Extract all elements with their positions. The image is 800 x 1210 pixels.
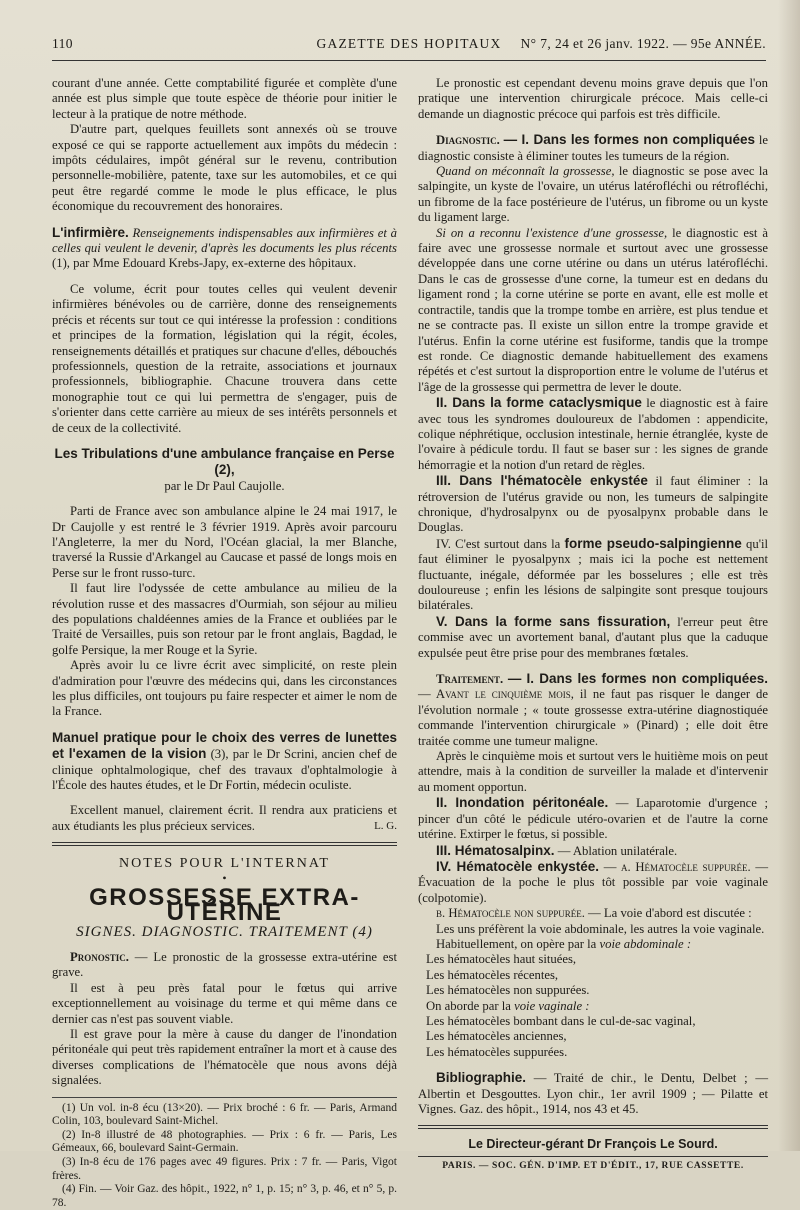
paragraph: Le pronostic est cependant devenu moins grave depuis que l'on pratique une intervention chirurgicale précoce. Mais celle-ci demande un diagnostic précoce qui parfois est très difficile. <box>418 76 768 121</box>
review-subtitle: Renseignements indispensables aux infirmières et à celles qui veulent le devenir, d'après les documents les plus récents <box>52 225 397 256</box>
paragraph: Pronostic. — Le pronostic de la grossesse extra-utérine est grave. <box>52 949 398 980</box>
left-column <box>52 76 397 1210</box>
list-item: Les hématocèles bombant dans le cul-de-sac vaginal, <box>426 1013 696 1028</box>
paragraph: Il est grave pour la mère à cause du danger de l'inondation péritonéale qui peut très rapidement entraîner la mort et à cause des diverses complications de l'hématocèle que nous avons déjà signalées. <box>52 1026 397 1088</box>
section-divider <box>52 842 397 846</box>
review-title: L'infirmière. <box>52 224 129 240</box>
paragraph: Ce volume, écrit pour toutes celles qui veulent devenir infirmières bénévoles ou de carrière, donne des renseignements précis et récents sur tout ce qui intéresse la profession : conditions et principes de la formation, législation qui la régit, écoles, renseignements détaillés et pratiques sur chacune d'elles, débouchés professionnels, question de la retraite, associations et journaux professionnels, bibliographie. Chacune trouvera dans cette monographie tout ce qui lui permettra de s'engager, puis de s'orienter dans cette carrière au mieux de ses intérêts personnels et de ceux de la collectivité. <box>52 281 397 435</box>
paragraph: Il est à peu près fatal pour le fœtus qui arrive exceptionnellement au voisinage du terme et qui même dans ce dernier cas n'est pas souvent viable. <box>52 980 397 1026</box>
journal-title: GAZETTE DES HOPITAUX <box>316 36 502 51</box>
paragraph: III. Dans l'hématocèle enkystée il faut éliminer : la rétroversion de l'utérus gravide ou non, les tumeurs de salpingite chronique, d'hydrosalpynx ou de pyosalpynx probable dans le Douglas. <box>418 473 768 535</box>
review-infirmiere <box>52 225 397 272</box>
review-author: (1), par Mme Edouard Krebs-Japy, ex-externe des hôpitaux. <box>52 256 357 271</box>
paragraph: III. Hématosalpinx. — Ablation unilatérale. <box>436 842 678 858</box>
section-heading: NOTES POUR L'INTERNAT <box>119 856 330 872</box>
footnotes <box>52 1097 397 1210</box>
page-header <box>52 36 766 54</box>
review-title: Manuel pratique pour le choix des verres de lunettes et l'examen de la vision <box>52 729 397 762</box>
paragraph: Il faut lire l'odyssée de cette ambulance au milieu de la révolution russe et des massacres d'Ourmiah, son séjour au milieu des populations chaldéennes amies de la France et oubliées par le Traité de Versailles, puis son retour par le front anglais, Bagdad, le golfe Persique, la mer Rouge et la Syrie. <box>52 581 397 657</box>
list-item: On aborde par la voie vaginale : <box>426 998 590 1013</box>
paragraph: II. Inondation péritonéale. — Laparotomie d'urgence ; pincer d'un côté le pédicule utéro-ovarien et de l'autre la corne utérine. Extirper le fœtus, si possible. <box>418 795 768 842</box>
list-item: Les hématocèles récentes, <box>426 967 559 982</box>
article-subtitle: SIGNES. DIAGNOSTIC. TRAITEMENT (4) <box>76 923 373 940</box>
paragraph: Après le cinquième mois et surtout vers le huitième mois on peut attendre, mais à la condition de surveiller la malade et d'intervenir au moment opportun. <box>418 749 768 794</box>
signature: L. G. <box>374 819 397 832</box>
article-title: GROSSESSE EXTRA-UTÉRINE <box>89 883 360 927</box>
publisher-director: Le Directeur-gérant Dr François Le Sourd. <box>468 1137 718 1152</box>
paragraph: D'autre part, quelques feuillets sont annexés où se trouve exposé ce qui se rapporte actuellement aux impôts du médecin : impôts cédulaires, impôt général sur le revenu, contribution personnelle-mobilière, patente, taxe sur les automobiles, et ce qui peut être regardé comme le mode le plus efficace, le plus économique du recouvrement des honoraires. <box>52 122 397 214</box>
paragraph: Après avoir lu ce livre écrit avec simplicité, on reste plein d'admiration pour l'œuvre des médecins qui, dans les circonstances les plus difficiles, ont toujours pu faire respecter et aimer le nom de la France. <box>52 658 397 719</box>
paragraph: Excellent manuel, clairement écrit. Il rendra aux praticiens et aux étudiants les plus précieux services. L. G. <box>52 803 397 833</box>
footnote: (1) Un vol. in-8 écu (13×20). — Prix broché : 6 fr. — Paris, Armand Colin, 103, boulevard Saint-Michel. <box>52 1101 397 1128</box>
footer-divider <box>418 1125 768 1129</box>
paragraph: Quand on méconnaît la grossesse, le diagnostic se pose avec la salpingite, un kyste de l'ovaire, un utérus latérofléchi ou rétrofléchi, un fibrome de la face postérieure de l'utérus, un fibrome ou un kyste du ligament large. <box>418 164 769 225</box>
list-item: Les hématocèles suppurées. <box>426 1044 568 1059</box>
paragraph: IV. C'est surtout dans la forme pseudo-salpingienne qu'il faut éliminer le pyosalpynx ; mais ici la poche est nettement fluctuante, inégale, déformée par les bosselures ; elle est très douloureuse ; enfin les lésions de salpingite sont presque toujours bilatérales. <box>418 535 769 613</box>
review-manuel <box>52 730 397 794</box>
review-title: Les Tribulations d'une ambulance française en Perse (2), <box>54 445 395 478</box>
paragraph: Diagnostic. — I. Dans les formes non compliquées le diagnostic consiste à éliminer toutes les tumeurs de la région. <box>418 132 769 163</box>
paragraph: II. Dans la forme cataclysmique le diagnostic est à faire avec tous les syndromes douloureux de l'abdomen : appendicite, colique néphrétique, occlusion intestinale, hernie étranglée, kyste de l'ovaire à pédicule tordu. Il faut se baser sur : les signes de grande hémorragie et la notion d'un retard de règles. <box>418 395 768 472</box>
paragraph: V. Dans la forme sans fissuration, l'erreur peut être commise avec un avortement banal, d'autant plus que la caduque expulsée peut être prise pour des membranes fœtales. <box>418 613 769 660</box>
list-item: Les hématocèles non suppurées. <box>426 983 590 998</box>
paragraph: Parti de France avec son ambulance alpine le 24 mai 1917, le Dr Caujolle y est rentré le 3 février 1919. Après avoir parcouru l'Angleterre, la mer du Nord, l'Océan glacial, la mer Blanche, traversé la Russie d'Arkangel au Caucase et passé de longs mois en Perse sur le front russo-turc. <box>52 504 397 580</box>
printer-line: PARIS. — SOC. GÉN. D'IMP. ET D'ÉDIT., 17, RUE CASSETTE. <box>442 1160 744 1171</box>
paragraph: Traitement. — I. Dans les formes non compliquées. — Avant le cinquième mois, il ne faut pas risquer le danger de l'évolution normale ; « toute grossesse extra-utérine diagnostiquée commande l'intervention chirurgicale » (Pinard) ; elle doit être traitée comme une tumeur maligne. <box>418 671 769 748</box>
footnote: (3) In-8 écu de 176 pages avec 49 figures. Prix : 7 fr. — Paris, Vigot frères. <box>52 1155 397 1182</box>
paragraph: b. Hématocèle non suppurée. — La voie d'abord est discutée : <box>436 906 752 921</box>
header-rule <box>52 60 766 61</box>
paragraph: IV. Hématocèle enkystée. — a. Hématocèle suppurée. — Évacuation de la poche le plus tôt possible par voie vaginale (colpotomie). <box>418 858 769 905</box>
bibliography: Bibliographie. — Traité de chir., le Dentu, Delbet ; — Albertin et Desgouttes. Lyon chir., 1er avril 1909 ; — Pilatte et Vignes. Gaz. des hôpit., 1914, nos 43 et 45. <box>418 1070 769 1116</box>
right-column <box>418 76 768 1174</box>
paragraph: Habituellement, on opère par la voie abdominale : <box>436 936 692 951</box>
review-tribulations <box>52 446 397 494</box>
list-item: Les hématocèles anciennes, <box>426 1029 567 1044</box>
paragraph: courant d'une année. Cette comptabilité figurée et complète d'une année est plus simple que toute espèce de théorie pour initier le lecteur à la pratique de notre méthode. <box>52 76 397 121</box>
footnote: (4) Fin. — Voir Gaz. des hôpit., 1922, n° 1, p. 15; n° 3, p. 46, et n° 5, p. 78. <box>52 1183 397 1209</box>
page-number: 110 <box>52 36 73 51</box>
paragraph: Les uns préfèrent la voie abdominale, les autres la voie vaginale. <box>436 921 765 936</box>
ornament: • <box>222 870 227 885</box>
footnote: (2) In-8 illustré de 48 photographies. — Prix : 6 fr. — Paris, Les Gémeaux, 66, boulevard Saint-Germain. <box>52 1128 397 1155</box>
page-edge-shadow <box>778 0 800 1151</box>
list-item: Les hématocèles haut situées, <box>426 952 577 967</box>
paragraph: Si on a reconnu l'existence d'une grossesse, le diagnostic est à faire avec une grossesse normale et surtout avec une grossesse développée dans une corne utérine ou dans un utérus latérofléchi. Dans le cas de grossesse d'une corne, la tumeur est en dedans du ligament rond ; la corne utérine se porte en avant, elle est molle et contractile, tandis que la trompe tombe en arrière, est plus tendue et ne se contracte pas. Il existe un sillon entre la trompe gravide et l'utérus. Enfin la corne utérine est fusiforme, tandis que la trompe est ronde. Ce diagnostic demande habituellement des examens répétés et c'est surtout la disproportion entre le volume de l'utérus et l'âge de la grossesse qui permettra de lever le doute. <box>418 225 768 394</box>
review-author: par le Dr Paul Caujolle. <box>164 478 285 493</box>
issue-info: N° 7, 24 et 26 janv. 1922. — 95e ANNÉE. <box>520 36 766 51</box>
review-author: (3), par le Dr Scrini, ancien chef de clinique ophtalmologique, chef des travaux d'ophtalmologie à l'École des hautes études, et le Dr Fortin, médecin oculiste. <box>52 747 398 793</box>
